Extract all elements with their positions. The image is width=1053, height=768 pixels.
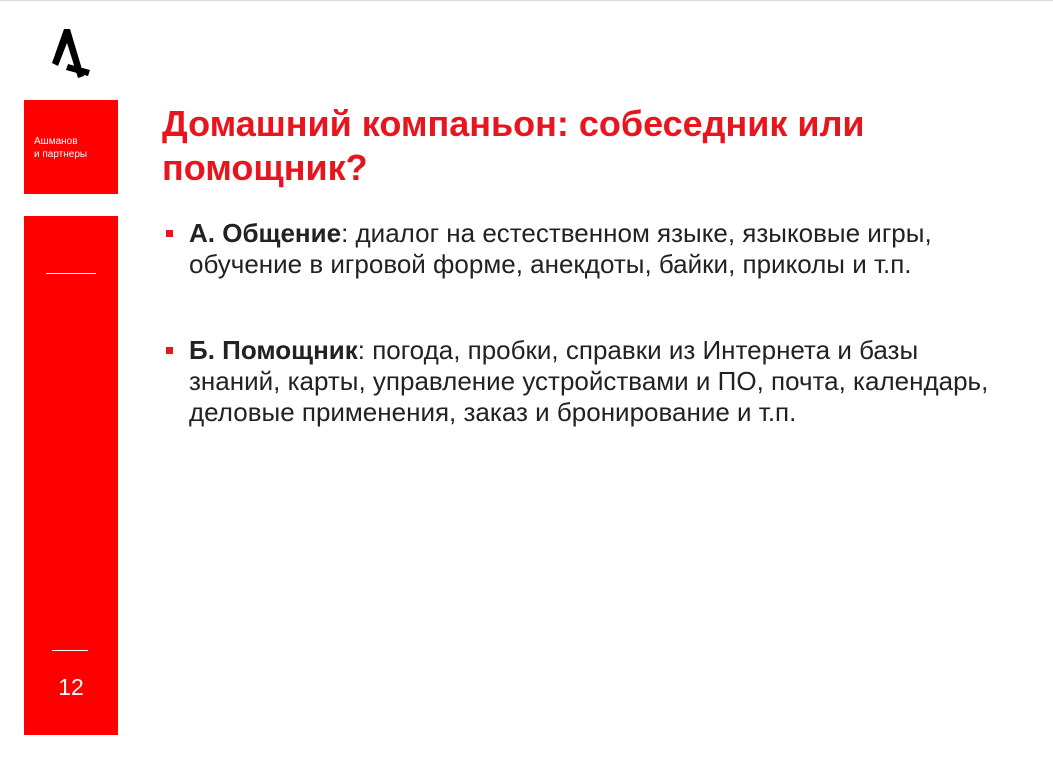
side-bar [24, 216, 118, 735]
bullet-list [164, 218, 1004, 428]
bullet-text: : погода, пробки, справки из Интернета и базы знаний, карты, управление устройствами и ПО, почта, календарь, деловые применения, заказ и бронирование и т.п. [189, 335, 989, 427]
page-number: 12 [58, 674, 84, 700]
bullet-item-assistant [164, 335, 1004, 428]
square-bullet-icon [166, 230, 173, 237]
side-divider-bottom [52, 650, 88, 651]
side-divider-top [46, 273, 96, 274]
bullet-item-communication [164, 218, 1004, 280]
company-logo-icon [50, 28, 92, 84]
brand-box [24, 100, 118, 194]
top-border [0, 0, 1053, 1]
bullet-term: А. Общение [189, 218, 342, 248]
slide-title: Домашний компаньон: собеседник или помощник? [162, 103, 865, 188]
bullet-text: : диалог на естественном языке, языковые игры, обучение в игровой форме, анекдоты, байки, приколы и т.п. [189, 218, 932, 279]
brand-name: Ашманов и партнеры [34, 136, 88, 160]
square-bullet-icon [166, 347, 173, 354]
bullet-term: Б. Помощник [189, 335, 358, 365]
